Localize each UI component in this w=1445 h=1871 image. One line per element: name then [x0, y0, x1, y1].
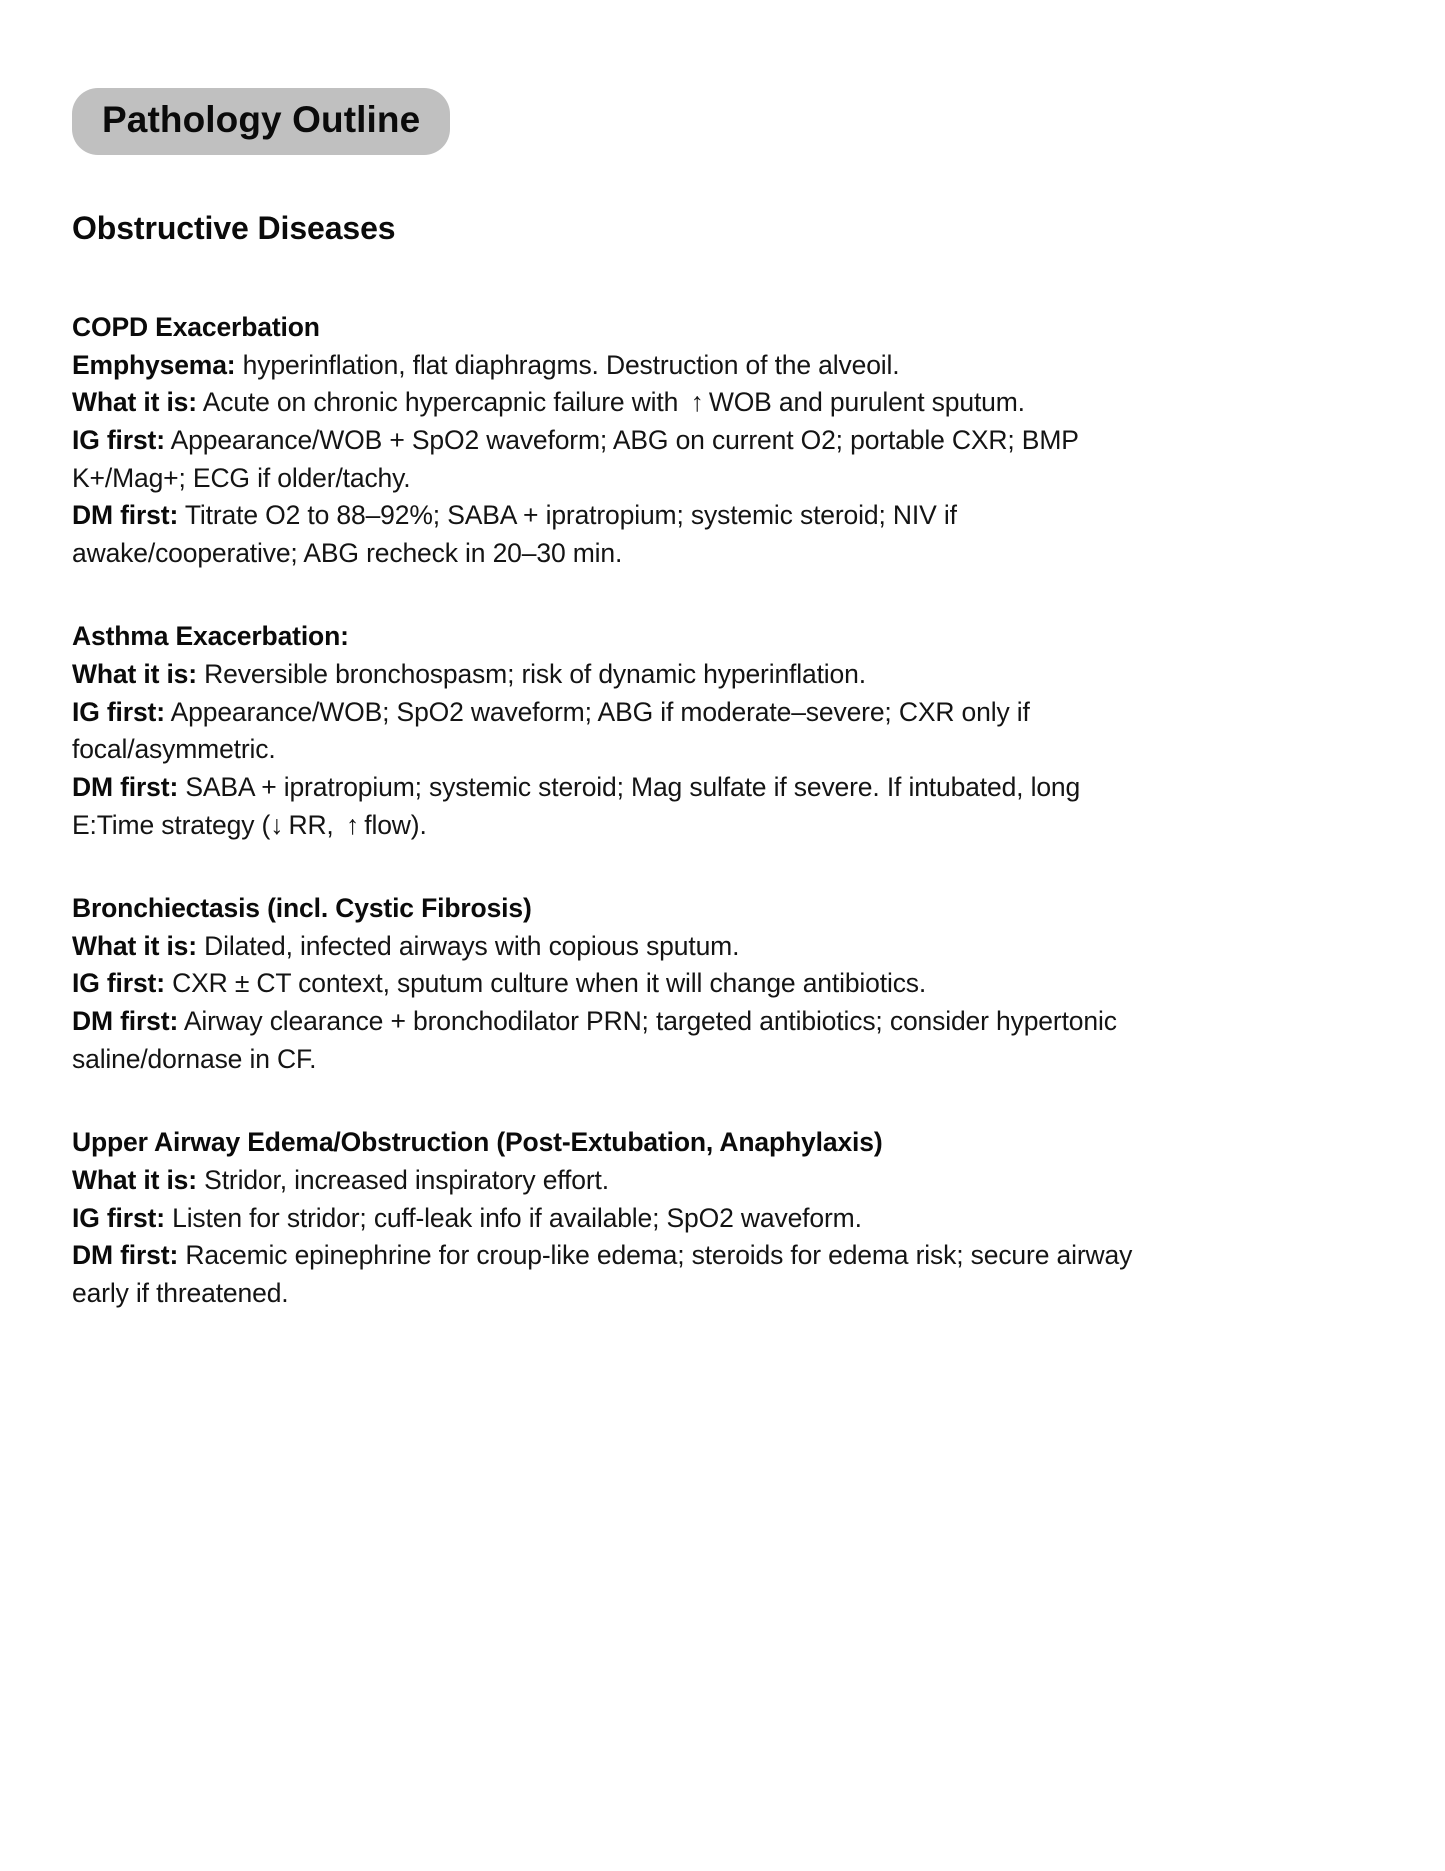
- detail-line-label: DM first:: [72, 771, 179, 802]
- detail-line-label: IG first:: [72, 1202, 165, 1233]
- detail-line: [72, 384, 1162, 422]
- detail-line-label: IG first:: [72, 696, 165, 727]
- detail-line: [72, 347, 1162, 385]
- detail-line-text: CXR ± CT context, sputum culture when it will change antibiotics.: [164, 968, 927, 999]
- detail-line-label: What it is:: [72, 1164, 197, 1195]
- detail-line-text: Racemic epinephrine for croup-like edema; steroids for edema risk; secure airway early if threatened.: [72, 1240, 1133, 1308]
- detail-line-text: Stridor, increased inspiratory effort.: [196, 1164, 609, 1195]
- detail-line-label: IG first:: [72, 424, 165, 455]
- detail-line-label: DM first:: [72, 1240, 179, 1271]
- disease-block-bronchiectasis: [72, 890, 1365, 1078]
- detail-line: [72, 497, 1162, 572]
- detail-line: [72, 1200, 1162, 1238]
- disease-block-copd: [72, 309, 1365, 572]
- detail-line-text: Listen for stridor; cuff-leak info if available; SpO2 waveform.: [164, 1202, 862, 1233]
- detail-line-label: IG first:: [72, 968, 165, 999]
- detail-line-label: What it is:: [72, 930, 197, 961]
- page-title: Pathology Outline: [72, 88, 450, 155]
- detail-line-text: Titrate O2 to 88–92%; SABA + ipratropium; systemic steroid; NIV if awake/cooperative; ABG recheck in 20–30 min.: [72, 500, 957, 568]
- disease-block-title: COPD Exacerbation: [72, 312, 320, 343]
- detail-line-label: DM first:: [72, 1006, 179, 1037]
- detail-line: [72, 1003, 1162, 1078]
- detail-line-text: Acute on chronic hypercapnic failure with ↑ WOB and purulent sputum.: [196, 387, 1025, 418]
- detail-line-label: What it is:: [72, 659, 197, 690]
- detail-line-text: Airway clearance + bronchodilator PRN; targeted antibiotics; consider hypertonic saline/dornase in CF.: [72, 1006, 1117, 1074]
- detail-line: [72, 769, 1162, 844]
- section-heading: Obstructive Diseases: [72, 209, 396, 246]
- detail-line-text: Dilated, infected airways with copious sputum.: [196, 930, 740, 961]
- detail-line: [72, 422, 1162, 497]
- disease-block-title: Upper Airway Edema/Obstruction (Post-Extubation, Anaphylaxis): [72, 1127, 883, 1158]
- detail-line-label: DM first:: [72, 500, 179, 531]
- disease-block-title: Bronchiectasis (incl. Cystic Fibrosis): [72, 893, 532, 924]
- detail-line-text: Reversible bronchospasm; risk of dynamic hyperinflation.: [196, 659, 866, 690]
- sections-container: [72, 309, 1365, 1312]
- detail-line: [72, 694, 1162, 769]
- disease-block-asthma: [72, 618, 1365, 844]
- detail-line-text: hyperinflation, flat diaphragms. Destruction of the alveoil.: [235, 349, 900, 380]
- detail-line-label: Emphysema:: [72, 349, 236, 380]
- detail-line: [72, 1162, 1162, 1200]
- disease-block-upper-airway: [72, 1124, 1365, 1312]
- detail-line-text: SABA + ipratropium; systemic steroid; Mag sulfate if severe. If intubated, long E:Time strategy (↓ RR, ↑ flow).: [72, 771, 1081, 840]
- detail-line: [72, 656, 1162, 694]
- detail-line-label: What it is:: [72, 387, 197, 418]
- disease-block-title: Asthma Exacerbation:: [72, 621, 349, 652]
- detail-line: [72, 965, 1162, 1003]
- detail-line: [72, 1237, 1162, 1312]
- detail-line-text: Appearance/WOB; SpO2 waveform; ABG if moderate–severe; CXR only if focal/asymmetric.: [72, 696, 1030, 765]
- detail-line: [72, 928, 1162, 966]
- detail-line-text: Appearance/WOB + SpO2 waveform; ABG on current O2; portable CXR; BMP K+/Mag+; ECG if older/tachy.: [72, 424, 1079, 493]
- title-badge-row: [72, 88, 1365, 155]
